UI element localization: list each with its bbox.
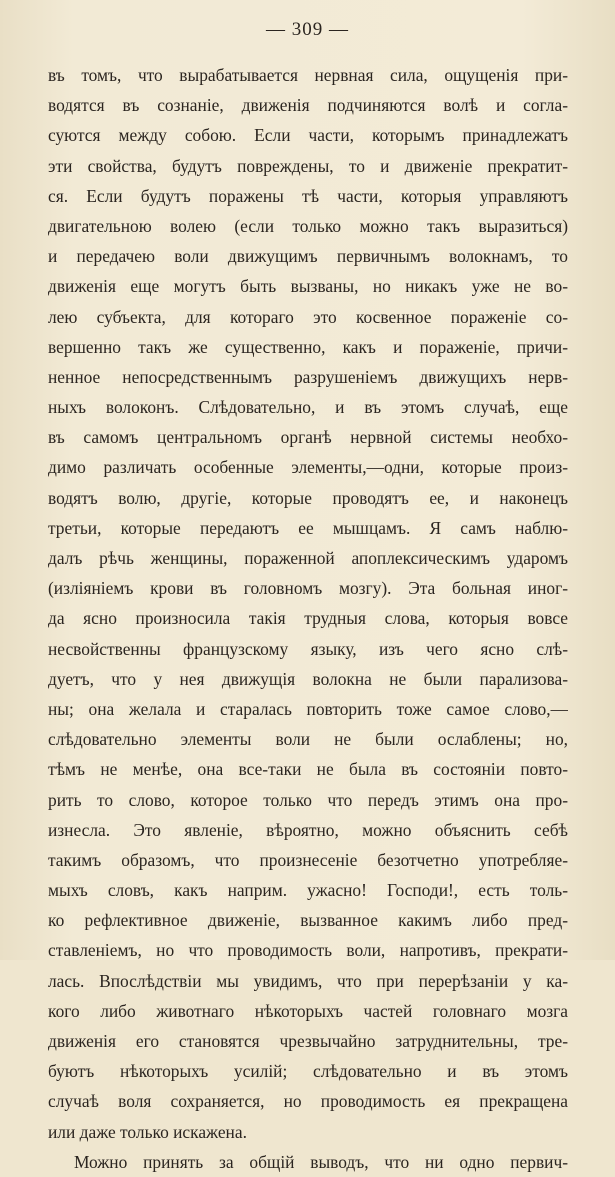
text-line: ны; она желала и старалась повторить тоже самое слово,— [48, 698, 568, 719]
text-line: буютъ нѣкоторыхъ усилій; слѣдовательно и въ этомъ [48, 1061, 568, 1082]
text-line: водятъ волю, другіе, которые проводятъ ее, и наконецъ [48, 487, 568, 508]
text-line: ко рефлективное движеніе, вызванное какимъ либо пред- [48, 910, 568, 931]
text-line: ныхъ волоконъ. Слѣдовательно, и въ этомъ случаѣ, еще [48, 397, 568, 418]
text-line: тѣмъ не менѣе, она все-таки не была въ состояніи повто- [48, 759, 568, 780]
text-line: изнесла. Это явленіе, вѣроятно, можно объяснить себѣ [48, 819, 568, 840]
text-line: мыхъ словъ, какъ наприм. ужасно! Господи!, есть толь- [48, 880, 568, 901]
text-line: ненное непосредственнымъ разрушеніемъ движущихъ нерв- [48, 366, 568, 387]
text-line: такимъ образомъ, что произнесеніе безотчетно употребляе- [48, 849, 568, 870]
text-line: далъ рѣчь женщины, пораженной апоплексическимъ ударомъ [48, 548, 568, 568]
text-line: и передачею воли движущимъ первичнымъ волокнамъ, то [48, 246, 568, 267]
text-line: движенія еще могутъ быть вызваны, но никакъ уже не во- [48, 276, 568, 297]
paragraph-end-line: или даже только искажена. [48, 1121, 247, 1142]
text-line: эти свойства, будутъ повреждены, то и движеніе прекратит- [48, 155, 568, 176]
text-line: лась. Впослѣдствіи мы увидимъ, что при перерѣзаніи у ка- [48, 970, 568, 991]
text-line: ся. Если будутъ поражены тѣ части, которыя управляютъ [48, 185, 568, 206]
text-line: слѣдовательно элементы воли не были ослаблены; но, [48, 729, 568, 750]
body-text [48, 60, 568, 1177]
text-line: рить то слово, которое только что передъ этимъ она про- [48, 789, 568, 810]
text-line: движенія его становятся чрезвычайно затруднительны, тре- [48, 1031, 568, 1051]
text-line: въ томъ, что вырабатывается нервная сила, ощущенія при- [48, 65, 568, 85]
text-line: вершенно такъ же существенно, какъ и пораженіе, причи- [48, 336, 568, 357]
text-line: водятся въ сознаніе, движенія подчиняются волѣ и согла- [48, 95, 568, 116]
text-line: кого либо животнаго нѣкоторыхъ частей головнаго мозга [48, 1000, 568, 1021]
page-number: — 309 — [266, 19, 349, 40]
text-line: ставленіемъ, но что проводимость воли, напротивъ, прекрати- [48, 940, 568, 961]
text-line: да ясно произносила такія трудныя слова, которыя вовсе [48, 608, 568, 629]
text-line: (изліяніемъ крови въ головномъ мозгу). Эта больная иног- [48, 578, 568, 599]
text-line: третьи, которые передаютъ ее мышцамъ. Я самъ наблю- [48, 517, 568, 538]
text-line: дуетъ, что у нея движущія волокна не были парализова- [48, 668, 568, 689]
paragraph-start-line: Можно принять за общій выводъ, что ни одно первич- [74, 1151, 568, 1172]
text-line: въ самомъ центральномъ органѣ нервной системы необхо- [48, 427, 568, 448]
text-line: случаѣ воля сохраняется, но проводимость ея прекращена [48, 1091, 568, 1112]
text-line: двигательною волею (если только можно такъ выразиться) [48, 215, 568, 236]
text-line: димо различать особенные элементы,—одни, которые произ- [48, 457, 568, 478]
text-line: лею субъекта, для котораго это косвенное пораженіе со- [48, 306, 568, 327]
text-line: суются между собою. Если части, которымъ принадлежатъ [48, 125, 568, 146]
text-line: несвойственны французскому языку, изъ чего ясно слѣ- [48, 638, 568, 659]
